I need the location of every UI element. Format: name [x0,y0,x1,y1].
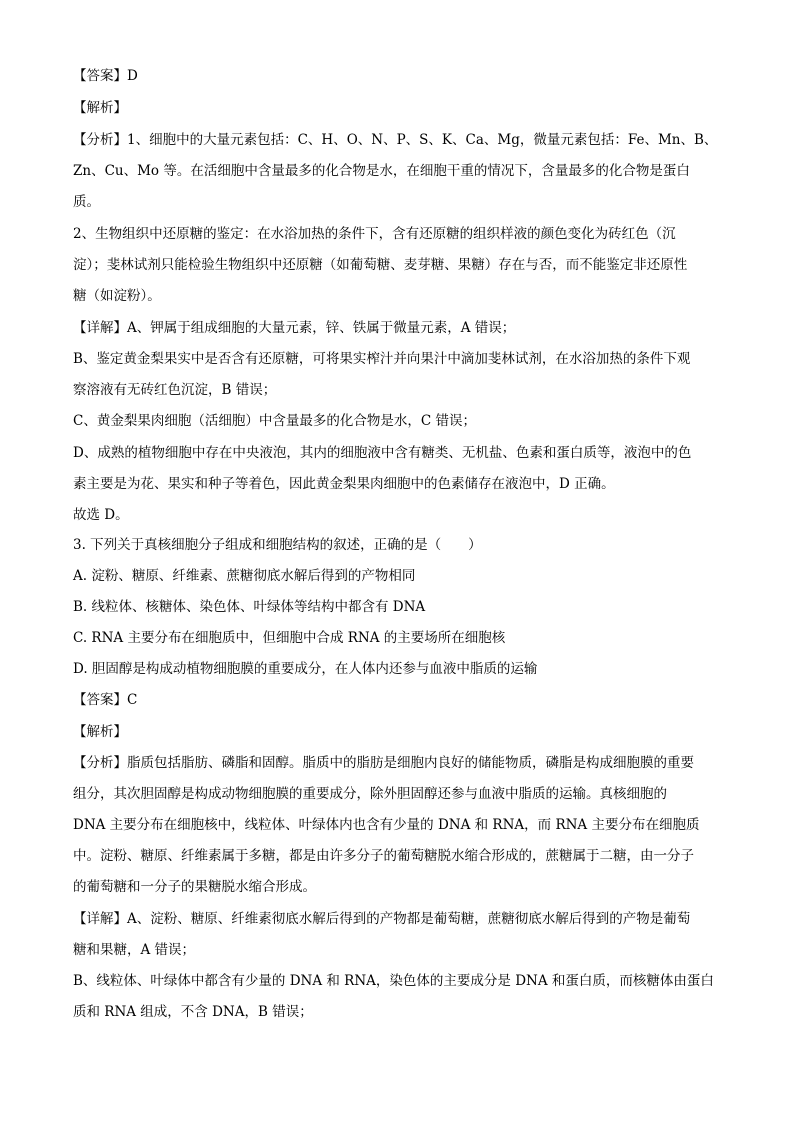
text-line: 糖（如淀粉）。 [73,288,161,304]
option-d: D. 胆固醇是构成动植物细胞膜的重要成分，在人体内还参与血液中脂质的运输 [73,661,538,677]
analysis-heading-1: 【解析】 [73,100,127,116]
option-c: C. RNA 主要分布在细胞质中，但细胞中合成 RNA 的主要场所在细胞核 [73,630,506,646]
answer-label-2: 【答案】C [73,692,138,708]
text-line: 察溶液有无砖红色沉淀，B 错误； [73,382,277,398]
text-line: B、鉴定黄金梨果实中是否含有还原糖，可将果实榨汁并向果汁中滴加斐林试剂，在水浴加热的条件下观 [73,351,691,367]
text-line: 糖和果糖，A 错误； [73,942,196,958]
text-line: D、成熟的植物细胞中存在中央液泡，其内的细胞液中含有糖类、无机盐、色素和蛋白质等，液泡中的色 [73,445,692,461]
text-line: DNA 主要分布在细胞核中，线粒体、叶绿体内也含有少量的 DNA 和 RNA，而 RNA 主要分布在细胞质 [73,817,700,833]
text-line: 的葡萄糖和一分子的果糖脱水缩合形成。 [73,879,316,895]
text-line: 质和 RNA 组成，不含 DNA，B 错误； [73,1004,313,1020]
text-line: 素主要是为花、果实和种子等着色，因此黄金梨果肉细胞中的色素储存在液泡中，D 正确。 [73,476,615,492]
text-line: 故选 D。 [73,507,129,523]
analysis-heading-2: 【解析】 [73,724,127,740]
text-line: B、线粒体、叶绿体中都含有少量的 DNA 和 RNA，染色体的主要成分是 DNA 和蛋白质，而核糖体由蛋白 [73,973,714,989]
text-line: Zn、Cu、Mo 等。在活细胞中含量最多的化合物是水，在细胞干重的情况下，含量最多的化合物是蛋白 [73,163,690,179]
text-line: 质。 [73,194,100,210]
text-line: C、黄金梨果肉细胞（活细胞）中含量最多的化合物是水，C 错误； [73,413,476,429]
text-line: 2、生物组织中还原糖的鉴定：在水浴加热的条件下，含有还原糖的组织样液的颜色变化为砖红色（沉 [73,226,676,242]
text-line: 【分析】1、细胞中的大量元素包括：C、H、O、N、P、S、K、Ca、Mg，微量元素包括：Fe、Mn、B、 [73,132,718,148]
text-line: 【详解】A、钾属于组成细胞的大量元素，锌、铁属于微量元素，A 错误； [73,320,516,336]
text-line: 组分，其次胆固醇是构成动物细胞膜的重要成分，除外胆固醇还参与血液中脂质的运输。真核细胞的 [73,786,667,802]
option-b: B. 线粒体、核糖体、染色体、叶绿体等结构中都含有 DNA [73,599,426,615]
text-line: 【详解】A、淀粉、糖原、纤维素彻底水解后得到的产物都是葡萄糖，蔗糖彻底水解后得到的产物是葡萄 [73,911,691,927]
answer-label-1: 【答案】D [73,68,138,84]
text-line: 淀）；斐林试剂只能检验生物组织中还原糖（如葡萄糖、麦芽糖、果糖）存在与否，而不能鉴定非还原性 [73,257,688,273]
text-line: 【分析】脂质包括脂肪、磷脂和固醇。脂质中的脂肪是细胞内良好的储能物质，磷脂是构成细胞膜的重要 [73,755,694,771]
question-3-stem: 3. 下列关于真核细胞分子组成和细胞结构的叙述，正确的是（ ） [73,537,482,553]
option-a: A. 淀粉、糖原、纤维素、蔗糖彻底水解后得到的产物相同 [73,568,416,584]
text-line: 中。淀粉、糖原、纤维素属于多糖，都是由许多分子的葡萄糖脱水缩合形成的，蔗糖属于二糖，由一分子 [73,848,694,864]
